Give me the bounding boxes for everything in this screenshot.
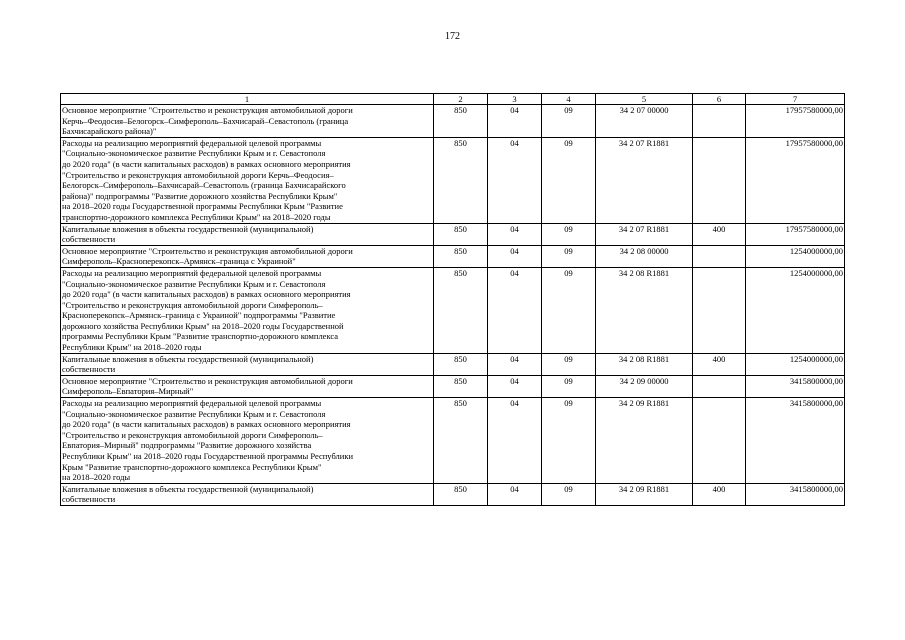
table-row	[61, 137, 845, 223]
row-expense-type	[693, 105, 746, 138]
row-section-code: 04	[488, 245, 542, 267]
row-target-article: 34 2 09 R1881	[596, 483, 693, 505]
col-header-6: 6	[693, 94, 746, 105]
table-row	[61, 267, 845, 353]
row-expense-type: 400	[693, 223, 746, 245]
col-header-2: 2	[434, 94, 488, 105]
row-description: Расходы на реализацию мероприятий федеральной целевой программы "Социально-экономическое развитие Республики Крым и г. Севастополя до 2020 года" (в части капитальных расходов) в рамках основного мероприятия "Строительство и реконструкция автомобильной дороги Симферополь– Красноперекопск–Армянск–граница с Украиной" подпрограммы "Развитие дорожного хозяйства Республики Крым" на 2018–2020 годы Государственной программы Республики Крым "Развитие транспортно-дорожного комплекса Республики Крым" на 2018–2020 годы	[61, 267, 434, 353]
row-expense-type: 400	[693, 483, 746, 505]
row-admin-code: 850	[434, 245, 488, 267]
row-expense-type: 400	[693, 353, 746, 375]
row-description: Капитальные вложения в объекты государственной (муниципальной) собственности	[61, 223, 434, 245]
row-admin-code: 850	[434, 483, 488, 505]
row-amount: 17957580000,00	[746, 223, 845, 245]
col-header-7: 7	[746, 94, 845, 105]
table-row	[61, 398, 845, 484]
budget-table	[60, 93, 845, 506]
row-amount: 3415800000,00	[746, 375, 845, 397]
row-amount: 17957580000,00	[746, 137, 845, 223]
page-number: 172	[445, 31, 460, 42]
row-section-code: 04	[488, 483, 542, 505]
table-row	[61, 245, 845, 267]
table-row	[61, 105, 845, 138]
row-description: Основное мероприятие "Строительство и реконструкция автомобильной дороги Керчь–Феодосия–Белогорск–Симферополь–Бахчисарай–Севастополь (граница Бахчисарайского района)"	[61, 105, 434, 138]
row-section-code: 04	[488, 223, 542, 245]
row-target-article: 34 2 08 00000	[596, 245, 693, 267]
row-expense-type	[693, 375, 746, 397]
row-admin-code: 850	[434, 353, 488, 375]
row-subsection-code: 09	[542, 398, 596, 484]
row-amount: 1254000000,00	[746, 353, 845, 375]
row-section-code: 04	[488, 137, 542, 223]
col-header-4: 4	[542, 94, 596, 105]
row-description: Расходы на реализацию мероприятий федеральной целевой программы "Социально-экономическое развитие Республики Крым и г. Севастополя до 2020 года" (в части капитальных расходов) в рамках основного мероприятия "Строительство и реконструкция автомобильной дороги Симферополь– Евпатория–Мирный" подпрограммы "Развитие дорожного хозяйства Республики Крым" на 2018–2020 годы Государственной программы Республики Крым "Развитие транспортно-дорожного комплекса Республики Крым" на 2018–2020 годы	[61, 398, 434, 484]
row-amount: 1254000000,00	[746, 267, 845, 353]
row-target-article: 34 2 08 R1881	[596, 353, 693, 375]
row-description: Основное мероприятие "Строительство и реконструкция автомобильной дороги Симферополь–Евпатория–Мирный"	[61, 375, 434, 397]
row-subsection-code: 09	[542, 223, 596, 245]
table-row	[61, 353, 845, 375]
row-subsection-code: 09	[542, 105, 596, 138]
row-section-code: 04	[488, 353, 542, 375]
row-subsection-code: 09	[542, 375, 596, 397]
row-section-code: 04	[488, 375, 542, 397]
row-amount: 3415800000,00	[746, 483, 845, 505]
table-row	[61, 223, 845, 245]
row-description: Капитальные вложения в объекты государственной (муниципальной) собственности	[61, 483, 434, 505]
row-target-article: 34 2 09 R1881	[596, 398, 693, 484]
row-expense-type	[693, 245, 746, 267]
row-target-article: 34 2 08 R1881	[596, 267, 693, 353]
row-subsection-code: 09	[542, 137, 596, 223]
row-description: Расходы на реализацию мероприятий федеральной целевой программы "Социально-экономическое развитие Республики Крым и г. Севастополя до 2020 года" (в части капитальных расходов) в рамках основного мероприятия "Строительство и реконструкция автомобильной дороги Керчь–Феодосия– Белогорск–Симферополь–Бахчисарай–Севастополь (граница Бахчисарайского района)" подпрограммы "Развитие дорожного хозяйства Республики Крым" на 2018–2020 годы Государственной программы Республики Крым "Развитие транспортно-дорожного комплекса Республики Крым" на 2018–2020 годы	[61, 137, 434, 223]
row-admin-code: 850	[434, 398, 488, 484]
row-expense-type	[693, 398, 746, 484]
row-target-article: 34 2 07 R1881	[596, 223, 693, 245]
row-description: Капитальные вложения в объекты государственной (муниципальной) собственности	[61, 353, 434, 375]
row-description: Основное мероприятие "Строительство и реконструкция автомобильной дороги Симферополь–Красноперекопск–Армянск–граница с Украиной"	[61, 245, 434, 267]
col-header-1: 1	[61, 94, 434, 105]
row-section-code: 04	[488, 398, 542, 484]
row-expense-type	[693, 267, 746, 353]
table-row	[61, 375, 845, 397]
col-header-5: 5	[596, 94, 693, 105]
header-row	[61, 94, 845, 105]
row-admin-code: 850	[434, 223, 488, 245]
row-subsection-code: 09	[542, 483, 596, 505]
row-expense-type	[693, 137, 746, 223]
row-section-code: 04	[488, 105, 542, 138]
row-subsection-code: 09	[542, 245, 596, 267]
row-section-code: 04	[488, 267, 542, 353]
row-amount: 3415800000,00	[746, 398, 845, 484]
row-admin-code: 850	[434, 137, 488, 223]
table-row	[61, 483, 845, 505]
row-admin-code: 850	[434, 267, 488, 353]
row-amount: 17957580000,00	[746, 105, 845, 138]
row-target-article: 34 2 09 00000	[596, 375, 693, 397]
row-amount: 1254000000,00	[746, 245, 845, 267]
row-admin-code: 850	[434, 105, 488, 138]
row-admin-code: 850	[434, 375, 488, 397]
row-target-article: 34 2 07 R1881	[596, 137, 693, 223]
col-header-3: 3	[488, 94, 542, 105]
row-target-article: 34 2 07 00000	[596, 105, 693, 138]
row-subsection-code: 09	[542, 353, 596, 375]
row-subsection-code: 09	[542, 267, 596, 353]
